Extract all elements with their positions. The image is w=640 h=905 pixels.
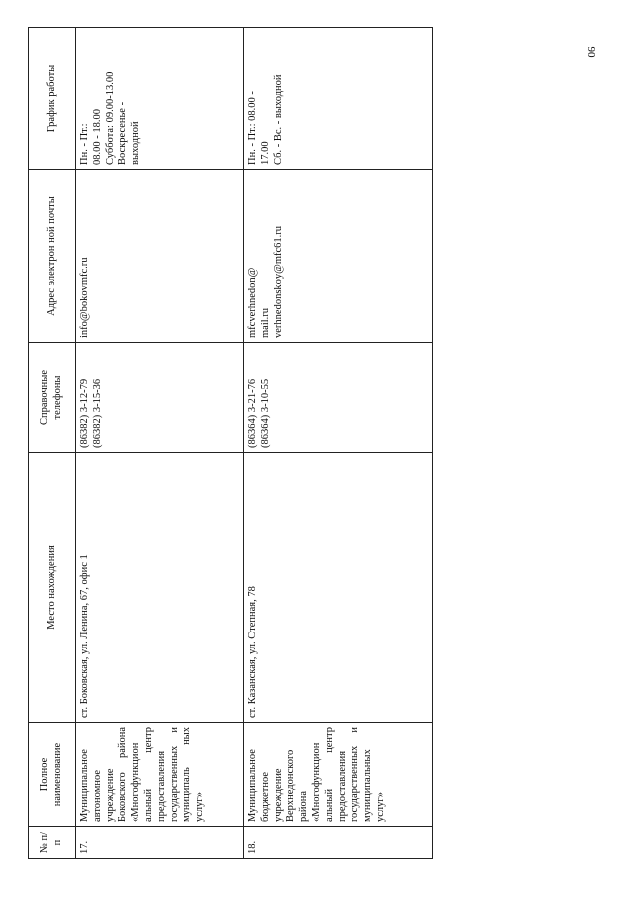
- email-line: mfcverhnedon@: [247, 267, 258, 338]
- header-location: Место нахождения: [29, 453, 76, 723]
- organization-name: Муниципальное бюджетное учреждение Верхнедонского района «Многофункцион альный центр предоставления государственных и муниципальных услуг»: [244, 723, 433, 827]
- phone: (86382) 3-12-79: [79, 378, 90, 448]
- row-number: 18.: [244, 827, 433, 859]
- mfc-directory-table: [28, 27, 433, 859]
- header-schedule: График работы: [29, 28, 76, 170]
- schedule-line: Пн. - Пт.:: [79, 123, 90, 165]
- schedule-line: Воскресенье -: [117, 101, 129, 165]
- schedule-line: Пн. - Пт.: 08.00 -: [247, 91, 258, 165]
- row-number: 17.: [76, 827, 244, 859]
- header-phones: Справочные телефоны: [29, 343, 76, 453]
- phone: (86382) 3-15-36: [91, 378, 103, 448]
- schedule-line: 17.00: [259, 141, 271, 165]
- email-line: verhnedonskoy@mfc61.ru: [272, 225, 284, 338]
- header-name: Полное наименование: [29, 723, 76, 827]
- rotated-table-frame: [28, 28, 432, 859]
- schedule: [244, 28, 433, 170]
- phones: [76, 343, 244, 453]
- table-row: [76, 28, 244, 859]
- page-number: 90: [585, 46, 597, 58]
- email-line: info@bokovmfc.ru: [79, 257, 90, 338]
- rotated-page-content: [28, 28, 432, 859]
- location: ст. Боковская, ул. Ленина, 67, офис 1: [76, 453, 244, 723]
- email: [76, 170, 244, 343]
- schedule-line: Суббота: 09.00-13.00: [104, 71, 116, 165]
- location: ст. Казанская, ул. Степная, 78: [244, 453, 433, 723]
- schedule-line: 08.00 - 18.00: [91, 109, 103, 165]
- schedule-line: Сб. - Вс. - выходной: [272, 74, 284, 165]
- header-email: Адрес электрон ной почты: [29, 170, 76, 343]
- email: [244, 170, 433, 343]
- phone: (86364) 3-10-55: [259, 378, 271, 448]
- schedule-line: выходной: [130, 121, 142, 165]
- email-line: mail.ru: [259, 307, 271, 338]
- organization-name: Муниципальное автономное учреждение Боковского района «Многофункцион альный центр предоставления государственных и муниципаль ных услуг»: [76, 723, 244, 827]
- table-header-row: [29, 28, 76, 859]
- phone: (86364) 3-21-76: [247, 378, 258, 448]
- schedule: [76, 28, 244, 170]
- table-row: [244, 28, 433, 859]
- phones: [244, 343, 433, 453]
- header-num: № п/п: [29, 827, 76, 859]
